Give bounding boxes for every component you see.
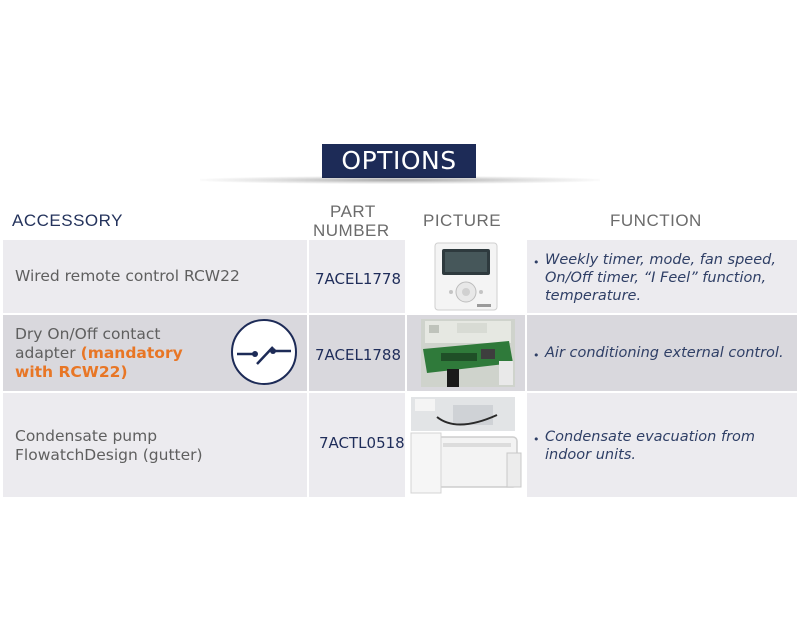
function-cell [527, 240, 797, 313]
picture-cell [407, 393, 525, 497]
function-line: Air conditioning external control. [545, 345, 784, 361]
function-line: indoor units. [545, 447, 636, 463]
function-line: On/Off timer, “I Feel” function, [545, 270, 767, 286]
condensate-pump-image [407, 393, 525, 497]
title-shadow [200, 176, 600, 184]
part-number: 7ACEL1788 [315, 346, 402, 364]
part-number-cell [309, 240, 405, 313]
header-part-line2: NUMBER [313, 221, 390, 240]
table-row [3, 393, 797, 497]
function-cell [527, 393, 797, 497]
function-cell [527, 315, 797, 391]
function-description [533, 251, 793, 305]
bullet-icon: • [533, 349, 540, 362]
accessory-line: Dry On/Off contact [15, 325, 161, 343]
header-picture: PICTURE [423, 211, 502, 230]
accessory-line: Condensate pump [15, 427, 158, 445]
accessory-cell [3, 240, 307, 313]
bullet-icon: • [533, 256, 540, 269]
function-description [533, 344, 793, 362]
contact-adapter-board-image [407, 315, 525, 391]
accessory-name: Wired remote control RCW22 [15, 267, 240, 285]
part-number-cell [309, 315, 405, 391]
accessory-line: adapter [15, 344, 76, 362]
header-accessory: ACCESSORY [12, 211, 123, 230]
part-number: 7ACEL1778 [315, 270, 402, 288]
options-title: OPTIONS [322, 144, 476, 178]
function-line: temperature. [545, 288, 642, 304]
part-number: 7ACTL0518 [319, 434, 405, 452]
header-function: FUNCTION [610, 211, 702, 230]
accessory-cell [3, 393, 307, 497]
accessory-name [15, 427, 203, 465]
bullet-icon: • [533, 433, 540, 446]
table-row [3, 315, 797, 391]
accessory-line: FlowatchDesign (gutter) [15, 446, 203, 464]
mandatory-note: (mandatory [80, 344, 183, 362]
switch-symbol-icon [231, 319, 297, 385]
accessory-name [15, 325, 183, 382]
wired-remote-control-image [407, 240, 525, 313]
table-row [3, 240, 797, 313]
function-line: Weekly timer, mode, fan speed, [545, 252, 776, 268]
part-number-cell [309, 393, 405, 497]
mandatory-note: with RCW22) [15, 363, 128, 381]
function-description [533, 428, 793, 464]
picture-cell [407, 315, 525, 391]
picture-cell [407, 240, 525, 313]
function-line: Condensate evacuation from [545, 429, 756, 445]
header-part-line1: PART [330, 202, 376, 221]
